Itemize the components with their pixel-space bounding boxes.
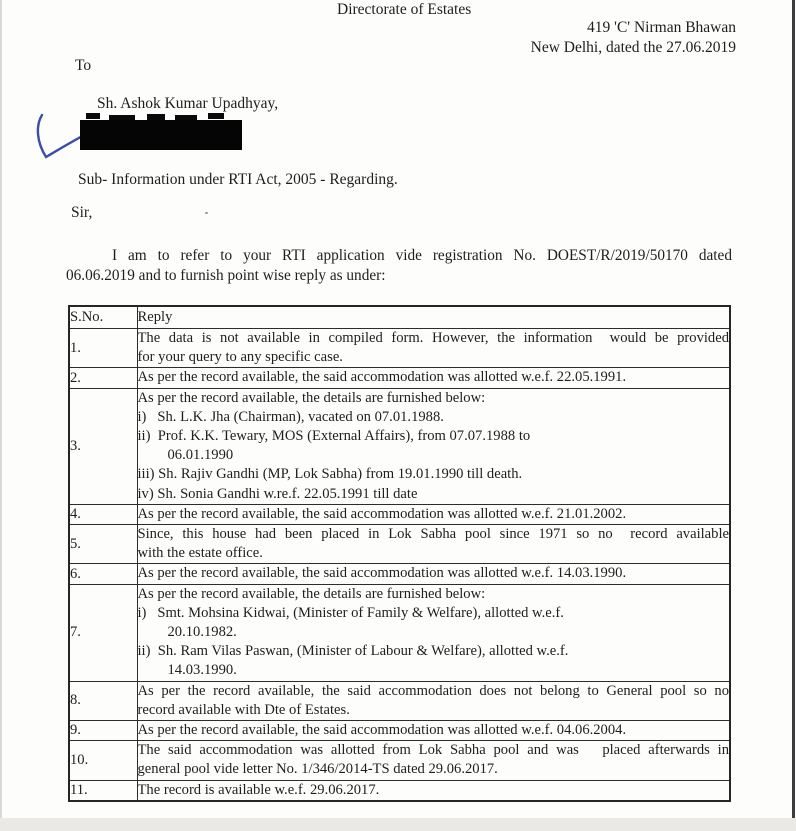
reply-cell [137,780,730,801]
reply-line: i) Sh. L.K. Jha (Chairman), vacated on 07.01.1988. [137,408,444,425]
table-row [69,741,730,780]
table-header-row [69,306,730,329]
row-number: 11. [69,780,137,801]
reply-line: iii) Sh. Rajiv Gandhi (MP, Lok Sabha) from 19.01.1990 till death. [137,466,523,483]
reply-line: The record is available w.e.f. 29.06.2017. [137,781,380,798]
recipient-name: Sh. Ashok Kumar Upadhyay, [97,95,279,112]
reply-line: As per the record available, the details are furnished below: [137,389,486,406]
reply-line: As per the record available, the details are furnished below: [137,585,486,602]
reply-line: 20.10.1982. [167,624,237,641]
body-line-1: I am to refer to your RTI application vide registration No. DOEST/R/2019/50170 dated [112,247,732,264]
reply-line: record available with Dte of Estates. [137,701,350,718]
redacted-address-box [80,120,242,150]
reply-line: general pool vide letter No. 1/346/2014-TS dated 29.06.2017. [137,761,498,778]
reply-line: ii) Prof. K.K. Tewary, MOS (External Affairs), from 07.07.1988 to [137,428,531,445]
subject-line: Sub- Information under RTI Act, 2005 - Regarding. [78,171,398,188]
to-label: To [75,57,92,74]
table-row [69,780,730,801]
row-number: 10. [69,741,137,780]
reply-cell [137,564,730,584]
reply-cell [137,721,730,741]
reply-table [68,305,731,802]
reply-line: i) Smt. Mohsina Kidwai, (Minister of Family & Welfare), allotted w.e.f. [137,604,564,621]
reply-line: iv) Sh. Sonia Gandhi w.re.f. 22.05.1991 till date [137,485,418,502]
salutation: Sir, [71,204,93,221]
reply-cell [137,741,730,780]
table-row [69,564,730,584]
reply-cell [137,525,730,564]
reply-line: Since, this house had been placed in Lok Sabha pool since 1971 so no record available [137,526,729,543]
column-header-sno: S.No. [69,306,137,329]
row-number: 7. [69,584,137,681]
reply-line: ii) Sh. Ram Vilas Paswan, (Minister of Labour & Welfare), allotted w.e.f. [137,643,569,660]
reply-line: As per the record available, the said accommodation was allotted w.e.f. 04.06.2004. [137,722,627,739]
table-row [69,721,730,741]
reply-line: for your query to any specific case. [137,349,343,366]
column-header-reply: Reply [137,306,730,329]
table-row [69,504,730,524]
date-line: New Delhi, dated the 27.06.2019 [530,39,736,56]
table-row [69,525,730,564]
table-row [69,584,730,681]
reply-line: As per the record available, the said accommodation was allotted w.e.f. 22.05.1991. [137,369,627,386]
row-number: 3. [69,388,137,504]
reply-cell [137,368,730,388]
table-row [69,329,730,368]
reply-line: The said accommodation was allotted from Lok Sabha pool and was placed afterwards in [137,742,729,759]
reply-cell [137,681,730,720]
scan-artifact-dot [205,212,208,214]
reply-line: As per the record available, the said accommodation was allotted w.e.f. 14.03.1990. [137,565,627,582]
reply-line: with the estate office. [137,545,263,562]
body-line-2: 06.06.2019 and to furnish point wise reply as under: [66,267,386,284]
reply-line: 14.03.1990. [167,662,237,679]
page-right-edge [792,0,795,831]
row-number: 5. [69,525,137,564]
row-number: 1. [69,329,137,368]
row-number: 9. [69,721,137,741]
scan-bottom-band [0,818,796,831]
reply-cell [137,504,730,524]
page-left-edge [0,0,2,831]
row-number: 6. [69,564,137,584]
reply-line: As per the record available, the said accommodation was allotted w.e.f. 21.01.2002. [137,505,627,522]
office-address-line: 419 'C' Nirman Bhawan [587,19,736,36]
table-row [69,368,730,388]
table-row [69,681,730,720]
reply-cell [137,329,730,368]
table-row [69,388,730,504]
reply-cell [137,388,730,504]
reply-line: The data is not available in compiled form. However, the information would be provided [137,330,729,346]
row-number: 4. [69,504,137,524]
row-number: 2. [69,368,137,388]
reply-line: As per the record available, the said accommodation does not belong to General pool so no [137,682,729,699]
body-paragraph [66,246,732,286]
reply-cell [137,584,730,681]
reply-line: 06.01.1990 [167,447,234,464]
row-number: 8. [69,681,137,720]
letterhead-title: Directorate of Estates [337,1,472,18]
